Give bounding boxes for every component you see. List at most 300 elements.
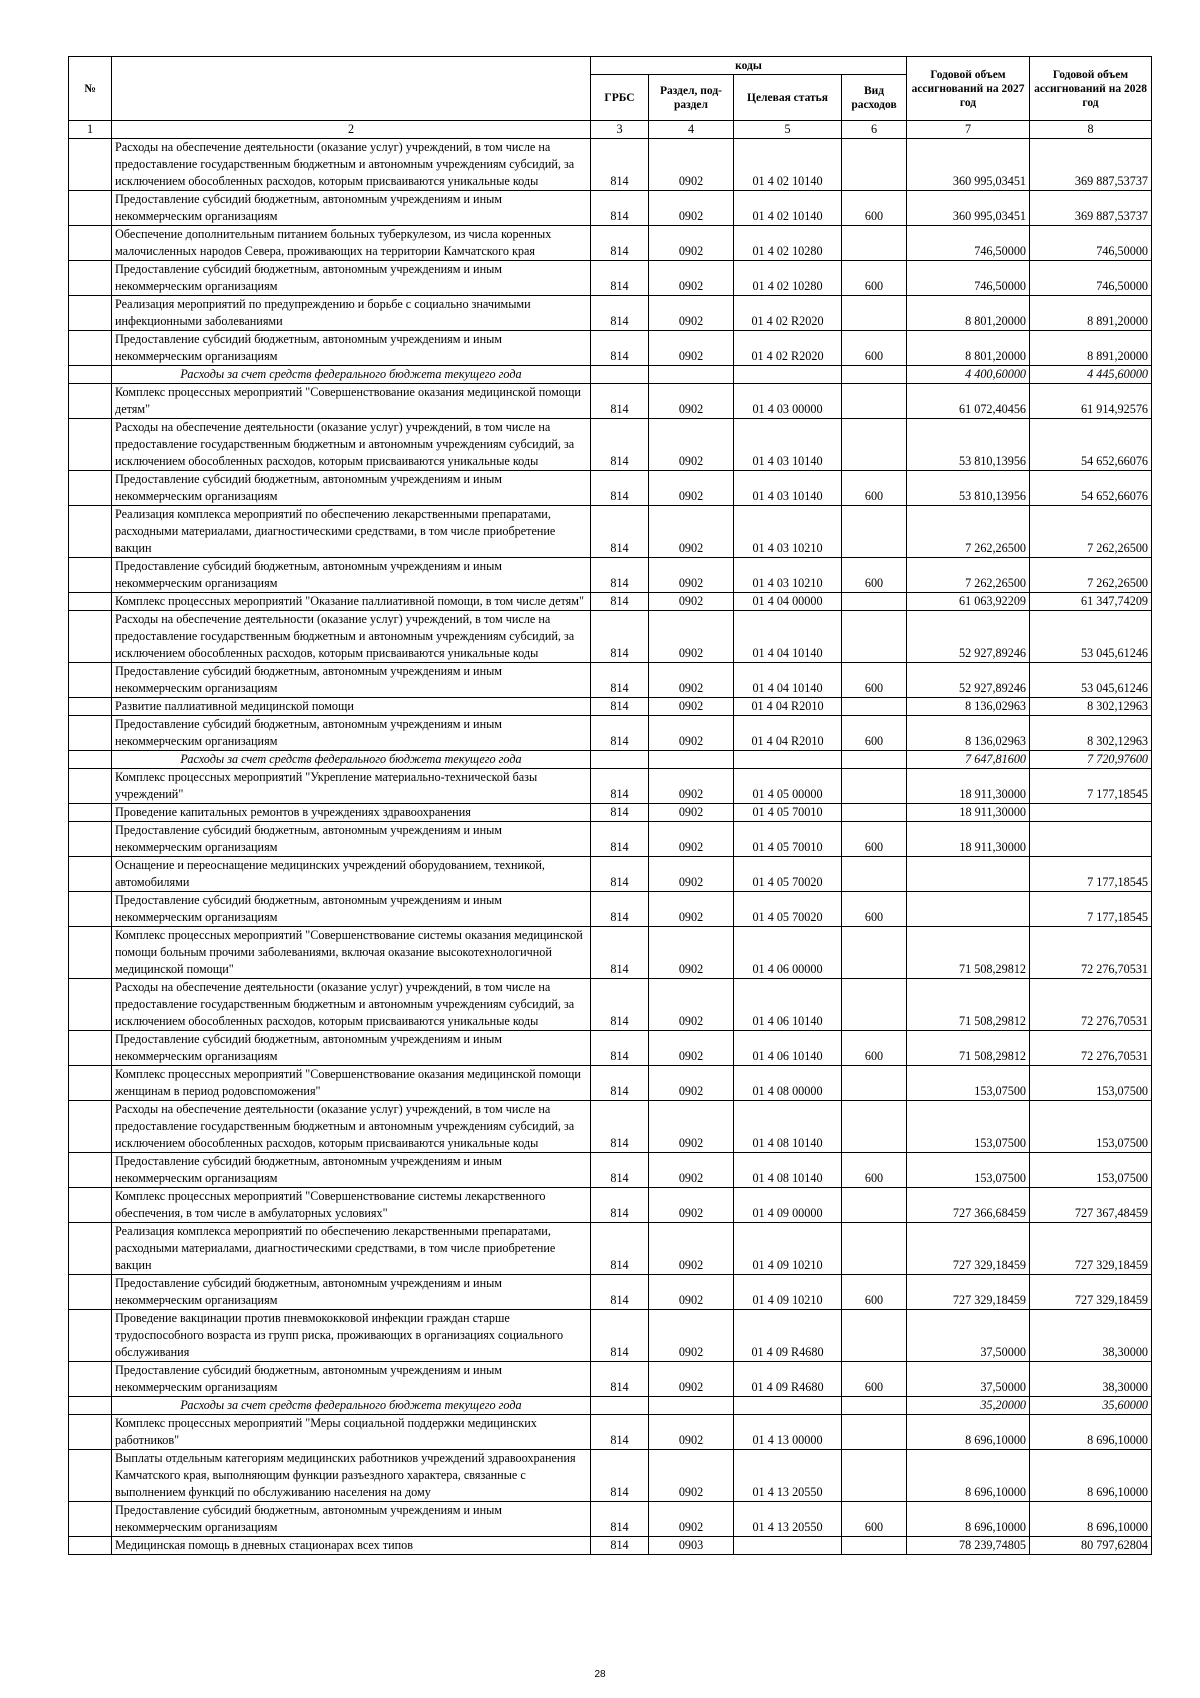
grbs-code: 814 [591, 593, 649, 611]
target-article-code: 01 4 04 R2010 [734, 716, 842, 751]
amount-2028: 35,60000 [1030, 1397, 1152, 1415]
amount-2028: 54 652,66076 [1030, 471, 1152, 506]
expense-type-code: 600 [842, 1153, 907, 1188]
razdel-code: 0902 [649, 471, 734, 506]
amount-2027 [907, 892, 1030, 927]
amount-2028: 8 696,10000 [1030, 1415, 1152, 1450]
razdel-code: 0902 [649, 384, 734, 419]
amount-2028: 72 276,70531 [1030, 927, 1152, 979]
row-number-cell [69, 471, 112, 506]
grbs-code: 814 [591, 769, 649, 804]
target-article-code: 01 4 08 00000 [734, 1066, 842, 1101]
grbs-code: 814 [591, 1223, 649, 1275]
razdel-code: 0902 [649, 191, 734, 226]
row-number-cell [69, 1502, 112, 1537]
row-number-cell [69, 1066, 112, 1101]
header-article: Целевая статья [734, 75, 842, 121]
row-number-cell [69, 663, 112, 698]
expense-name: Расходы на обеспечение деятельности (оказание услуг) учреждений, в том числе на предоставление государственным бюджетным и автономным учреждениям субсидий, за исключением обособленных расходов, которым присваиваются уникальные коды [112, 611, 591, 663]
expense-name: Расходы на обеспечение деятельности (оказание услуг) учреждений, в том числе на предоставление государственным бюджетным и автономным учреждениям субсидий, за исключением обособленных расходов, которым присваиваются уникальные коды [112, 1101, 591, 1153]
expense-name: Реализация мероприятий по предупреждению и борьбе с социально значимыми инфекционными заболеваниями [112, 296, 591, 331]
grbs-code: 814 [591, 822, 649, 857]
razdel-code [649, 1397, 734, 1415]
column-number: 7 [907, 121, 1030, 139]
expense-type-code: 600 [842, 558, 907, 593]
amount-2027: 61 063,92209 [907, 593, 1030, 611]
column-number: 1 [69, 121, 112, 139]
razdel-code: 0902 [649, 1310, 734, 1362]
expense-name: Предоставление субсидий бюджетным, автономным учреждениям и иным некоммерческим организациям [112, 191, 591, 226]
page-number: 28 [594, 1669, 606, 1680]
table-row [69, 663, 1152, 698]
razdel-code: 0902 [649, 226, 734, 261]
expense-type-code: 600 [842, 1031, 907, 1066]
amount-2027: 52 927,89246 [907, 663, 1030, 698]
grbs-code: 814 [591, 1153, 649, 1188]
expense-name: Реализация комплекса мероприятий по обеспечению лекарственными препаратами, расходными материалами, диагностическими средствами, в том числе приобретение вакцин [112, 1223, 591, 1275]
razdel-code: 0902 [649, 698, 734, 716]
table-row [69, 139, 1152, 191]
row-number-cell [69, 191, 112, 226]
target-article-code: 01 4 06 10140 [734, 1031, 842, 1066]
amount-2028: 53 045,61246 [1030, 611, 1152, 663]
header-year-2027: Годовой объем ассигнований на 2027 год [907, 57, 1030, 121]
table-row [69, 1415, 1152, 1450]
row-number-cell [69, 1031, 112, 1066]
amount-2027 [907, 857, 1030, 892]
razdel-code: 0902 [649, 979, 734, 1031]
expense-type-code [842, 857, 907, 892]
row-number-cell [69, 927, 112, 979]
expense-type-code: 600 [842, 822, 907, 857]
grbs-code: 814 [591, 1275, 649, 1310]
row-number-cell [69, 698, 112, 716]
row-number-cell [69, 384, 112, 419]
target-article-code: 01 4 05 00000 [734, 769, 842, 804]
row-number-cell [69, 226, 112, 261]
grbs-code: 814 [591, 892, 649, 927]
table-body [69, 139, 1152, 1555]
amount-2027: 360 995,03451 [907, 139, 1030, 191]
expense-name: Предоставление субсидий бюджетным, автономным учреждениям и иным некоммерческим организациям [112, 892, 591, 927]
expense-name: Расходы на обеспечение деятельности (оказание услуг) учреждений, в том числе на предоставление государственным бюджетным и автономным учреждениям субсидий, за исключением обособленных расходов, которым присваиваются уникальные коды [112, 419, 591, 471]
amount-2028: 38,30000 [1030, 1310, 1152, 1362]
expense-name: Предоставление субсидий бюджетным, автономным учреждениям и иным некоммерческим организациям [112, 261, 591, 296]
expense-name: Предоставление субсидий бюджетным, автономным учреждениям и иным некоммерческим организациям [112, 558, 591, 593]
target-article-code: 01 4 04 00000 [734, 593, 842, 611]
row-number-cell [69, 1450, 112, 1502]
expense-type-code [842, 769, 907, 804]
target-article-code: 01 4 06 10140 [734, 979, 842, 1031]
expense-name: Предоставление субсидий бюджетным, автономным учреждениям и иным некоммерческим организациям [112, 1275, 591, 1310]
amount-2027: 53 810,13956 [907, 419, 1030, 471]
table-row [69, 804, 1152, 822]
target-article-code: 01 4 09 00000 [734, 1188, 842, 1223]
grbs-code: 814 [591, 296, 649, 331]
header-name [112, 57, 591, 121]
amount-2027: 153,07500 [907, 1153, 1030, 1188]
row-number-cell [69, 1153, 112, 1188]
table-row [69, 506, 1152, 558]
table-row [69, 191, 1152, 226]
expense-name: Медицинская помощь в дневных стационарах всех типов [112, 1537, 591, 1555]
grbs-code: 814 [591, 1502, 649, 1537]
amount-2027: 18 911,30000 [907, 804, 1030, 822]
expense-type-code [842, 611, 907, 663]
table-row [69, 331, 1152, 366]
grbs-code: 814 [591, 804, 649, 822]
grbs-code: 814 [591, 558, 649, 593]
expense-name: Расходы за счет средств федерального бюджета текущего года [112, 1397, 591, 1415]
target-article-code: 01 4 03 00000 [734, 384, 842, 419]
header-year-2028: Годовой объем ассигнований на 2028 год [1030, 57, 1152, 121]
target-article-code: 01 4 08 10140 [734, 1101, 842, 1153]
expense-name: Предоставление субсидий бюджетным, автономным учреждениям и иным некоммерческим организациям [112, 663, 591, 698]
razdel-code: 0902 [649, 593, 734, 611]
table-row [69, 698, 1152, 716]
target-article-code: 01 4 02 10280 [734, 226, 842, 261]
target-article-code: 01 4 05 70010 [734, 822, 842, 857]
table-row [69, 1031, 1152, 1066]
amount-2028: 7 262,26500 [1030, 558, 1152, 593]
table-row [69, 1223, 1152, 1275]
grbs-code: 814 [591, 611, 649, 663]
razdel-code: 0902 [649, 261, 734, 296]
expense-type-code [842, 1188, 907, 1223]
expense-name: Предоставление субсидий бюджетным, автономным учреждениям и иным некоммерческим организациям [112, 822, 591, 857]
table-row [69, 611, 1152, 663]
expense-type-code [842, 593, 907, 611]
expense-type-code: 600 [842, 331, 907, 366]
expense-type-code: 600 [842, 663, 907, 698]
target-article-code: 01 4 02 10280 [734, 261, 842, 296]
amount-2028: 8 696,10000 [1030, 1502, 1152, 1537]
razdel-code: 0902 [649, 1101, 734, 1153]
amount-2028: 727 367,48459 [1030, 1188, 1152, 1223]
expense-name: Комплекс процессных мероприятий "Совершенствование системы лекарственного обеспечения, в том числе в амбулаторных условиях" [112, 1188, 591, 1223]
expense-type-code [842, 384, 907, 419]
expense-type-code: 600 [842, 1502, 907, 1537]
table-row [69, 769, 1152, 804]
amount-2027: 8 696,10000 [907, 1415, 1030, 1450]
razdel-code: 0902 [649, 419, 734, 471]
target-article-code: 01 4 08 10140 [734, 1153, 842, 1188]
expense-type-code [842, 506, 907, 558]
expense-name: Предоставление субсидий бюджетным, автономным учреждениям и иным некоммерческим организациям [112, 1031, 591, 1066]
row-number-cell [69, 611, 112, 663]
target-article-code [734, 751, 842, 769]
grbs-code: 814 [591, 226, 649, 261]
expense-type-code [842, 226, 907, 261]
grbs-code: 814 [591, 979, 649, 1031]
target-article-code [734, 366, 842, 384]
table-row [69, 471, 1152, 506]
header-number: № [69, 57, 112, 121]
grbs-code [591, 751, 649, 769]
grbs-code: 814 [591, 663, 649, 698]
expense-type-code [842, 1101, 907, 1153]
column-number: 6 [842, 121, 907, 139]
expense-type-code [842, 1537, 907, 1555]
table-row [69, 1362, 1152, 1397]
expense-name: Комплекс процессных мероприятий "Совершенствование оказания медицинской помощи женщинам в период родовспоможения" [112, 1066, 591, 1101]
row-number-cell [69, 892, 112, 927]
column-number: 4 [649, 121, 734, 139]
amount-2028: 7 262,26500 [1030, 506, 1152, 558]
table-row [69, 384, 1152, 419]
expense-name: Расходы на обеспечение деятельности (оказание услуг) учреждений, в том числе на предоставление государственным бюджетным и автономным учреждениям субсидий, за исключением обособленных расходов, которым присваиваются уникальные коды [112, 139, 591, 191]
razdel-code: 0902 [649, 892, 734, 927]
grbs-code: 814 [591, 1537, 649, 1555]
amount-2027: 8 801,20000 [907, 296, 1030, 331]
table-row [69, 296, 1152, 331]
target-article-code: 01 4 03 10140 [734, 419, 842, 471]
header-razdel: Раздел, под-раздел [649, 75, 734, 121]
amount-2027: 727 329,18459 [907, 1223, 1030, 1275]
row-number-cell [69, 419, 112, 471]
grbs-code: 814 [591, 506, 649, 558]
expense-name: Предоставление субсидий бюджетным, автономным учреждениям и иным некоммерческим организациям [112, 716, 591, 751]
amount-2028: 61 347,74209 [1030, 593, 1152, 611]
grbs-code: 814 [591, 857, 649, 892]
budget-document [68, 56, 1151, 1555]
amount-2028: 8 696,10000 [1030, 1450, 1152, 1502]
razdel-code: 0902 [649, 822, 734, 857]
amount-2028: 80 797,62804 [1030, 1537, 1152, 1555]
table-row [69, 822, 1152, 857]
razdel-code: 0902 [649, 506, 734, 558]
row-number-cell [69, 593, 112, 611]
amount-2027: 746,50000 [907, 261, 1030, 296]
grbs-code: 814 [591, 1031, 649, 1066]
expense-type-code: 600 [842, 261, 907, 296]
razdel-code: 0902 [649, 1450, 734, 1502]
expense-name: Выплаты отдельным категориям медицинских работников учреждений здравоохранения Камчатского края, выполняющим функции разъездного характера, связанные с выполнением функций по обслуживанию населения на дому [112, 1450, 591, 1502]
razdel-code: 0902 [649, 663, 734, 698]
amount-2027: 7 262,26500 [907, 506, 1030, 558]
target-article-code: 01 4 13 00000 [734, 1415, 842, 1450]
razdel-code: 0902 [649, 558, 734, 593]
target-article-code: 01 4 02 10140 [734, 191, 842, 226]
table-row [69, 927, 1152, 979]
row-number-cell [69, 979, 112, 1031]
row-number-cell [69, 1275, 112, 1310]
expense-name: Проведение капитальных ремонтов в учреждениях здравоохранения [112, 804, 591, 822]
expense-type-code [842, 419, 907, 471]
grbs-code: 814 [591, 1415, 649, 1450]
target-article-code [734, 1537, 842, 1555]
expense-name: Развитие паллиативной медицинской помощи [112, 698, 591, 716]
table-row [69, 892, 1152, 927]
grbs-code: 814 [591, 1101, 649, 1153]
row-number-cell [69, 716, 112, 751]
target-article-code: 01 4 09 10210 [734, 1223, 842, 1275]
razdel-code: 0902 [649, 139, 734, 191]
grbs-code: 814 [591, 1310, 649, 1362]
amount-2027: 8 801,20000 [907, 331, 1030, 366]
table-row [69, 1537, 1152, 1555]
federal-budget-note-row [69, 366, 1152, 384]
federal-budget-note-row [69, 751, 1152, 769]
budget-table [68, 56, 1152, 1555]
amount-2028: 61 914,92576 [1030, 384, 1152, 419]
row-number-cell [69, 296, 112, 331]
table-row [69, 226, 1152, 261]
amount-2027: 53 810,13956 [907, 471, 1030, 506]
table-row [69, 716, 1152, 751]
table-row [69, 1275, 1152, 1310]
expense-name: Реализация комплекса мероприятий по обеспечению лекарственными препаратами, расходными материалами, диагностическими средствами, в том числе приобретение вакцин [112, 506, 591, 558]
row-number-cell [69, 804, 112, 822]
amount-2027: 35,20000 [907, 1397, 1030, 1415]
grbs-code: 814 [591, 716, 649, 751]
grbs-code: 814 [591, 419, 649, 471]
amount-2028: 153,07500 [1030, 1066, 1152, 1101]
expense-type-code: 600 [842, 892, 907, 927]
amount-2027: 71 508,29812 [907, 979, 1030, 1031]
amount-2028: 153,07500 [1030, 1101, 1152, 1153]
target-article-code: 01 4 09 R4680 [734, 1362, 842, 1397]
expense-type-code [842, 1415, 907, 1450]
expense-name: Оснащение и переоснащение медицинских учреждений оборудованием, техникой, автомобилями [112, 857, 591, 892]
target-article-code: 01 4 03 10140 [734, 471, 842, 506]
expense-type-code: 600 [842, 1275, 907, 1310]
grbs-code [591, 366, 649, 384]
amount-2027: 78 239,74805 [907, 1537, 1030, 1555]
expense-name: Предоставление субсидий бюджетным, автономным учреждениям и иным некоммерческим организациям [112, 1153, 591, 1188]
razdel-code: 0902 [649, 1066, 734, 1101]
expense-name: Предоставление субсидий бюджетным, автономным учреждениям и иным некоммерческим организациям [112, 471, 591, 506]
amount-2028: 72 276,70531 [1030, 979, 1152, 1031]
target-article-code: 01 4 02 R2020 [734, 331, 842, 366]
expense-name: Комплекс процессных мероприятий "Оказание паллиативной помощи, в том числе детям" [112, 593, 591, 611]
table-row [69, 1188, 1152, 1223]
amount-2028: 727 329,18459 [1030, 1275, 1152, 1310]
target-article-code: 01 4 13 20550 [734, 1450, 842, 1502]
table-row [69, 1066, 1152, 1101]
grbs-code: 814 [591, 331, 649, 366]
expense-name: Расходы на обеспечение деятельности (оказание услуг) учреждений, в том числе на предоставление государственным бюджетным и автономным учреждениям субсидий, за исключением обособленных расходов, которым присваиваются уникальные коды [112, 979, 591, 1031]
amount-2028: 53 045,61246 [1030, 663, 1152, 698]
amount-2027: 71 508,29812 [907, 927, 1030, 979]
row-number-cell [69, 139, 112, 191]
amount-2027: 8 696,10000 [907, 1450, 1030, 1502]
razdel-code: 0902 [649, 1415, 734, 1450]
row-number-cell [69, 1537, 112, 1555]
target-article-code: 01 4 03 10210 [734, 558, 842, 593]
razdel-code: 0902 [649, 296, 734, 331]
amount-2027: 727 329,18459 [907, 1275, 1030, 1310]
razdel-code: 0902 [649, 1153, 734, 1188]
table-row [69, 857, 1152, 892]
target-article-code: 01 4 04 10140 [734, 663, 842, 698]
amount-2028: 72 276,70531 [1030, 1031, 1152, 1066]
expense-type-code [842, 979, 907, 1031]
expense-type-code [842, 804, 907, 822]
target-article-code: 01 4 05 70020 [734, 857, 842, 892]
razdel-code: 0902 [649, 1275, 734, 1310]
razdel-code: 0902 [649, 611, 734, 663]
amount-2027: 153,07500 [907, 1101, 1030, 1153]
row-number-cell [69, 1415, 112, 1450]
amount-2027: 61 072,40456 [907, 384, 1030, 419]
table-row [69, 1153, 1152, 1188]
row-number-cell [69, 1223, 112, 1275]
target-article-code: 01 4 09 R4680 [734, 1310, 842, 1362]
row-number-cell [69, 1188, 112, 1223]
razdel-code: 0902 [649, 1223, 734, 1275]
target-article-code: 01 4 04 10140 [734, 611, 842, 663]
expense-name: Предоставление субсидий бюджетным, автономным учреждениям и иным некоммерческим организациям [112, 1502, 591, 1537]
row-number-cell [69, 331, 112, 366]
row-number-cell [69, 822, 112, 857]
amount-2028 [1030, 822, 1152, 857]
amount-2027: 8 136,02963 [907, 698, 1030, 716]
amount-2027: 360 995,03451 [907, 191, 1030, 226]
target-article-code: 01 4 04 R2010 [734, 698, 842, 716]
table-row [69, 419, 1152, 471]
row-number-cell [69, 1101, 112, 1153]
razdel-code: 0902 [649, 769, 734, 804]
grbs-code: 814 [591, 139, 649, 191]
amount-2028: 4 445,60000 [1030, 366, 1152, 384]
grbs-code: 814 [591, 1188, 649, 1223]
row-number-cell [69, 769, 112, 804]
expense-type-code: 600 [842, 1362, 907, 1397]
amount-2028: 727 329,18459 [1030, 1223, 1152, 1275]
row-number-cell [69, 751, 112, 769]
amount-2028: 54 652,66076 [1030, 419, 1152, 471]
amount-2027: 4 400,60000 [907, 366, 1030, 384]
column-number: 2 [112, 121, 591, 139]
expense-type-code [842, 366, 907, 384]
grbs-code: 814 [591, 261, 649, 296]
table-row [69, 558, 1152, 593]
expense-type-code [842, 1310, 907, 1362]
table-row [69, 1450, 1152, 1502]
row-number-cell [69, 558, 112, 593]
table-row [69, 593, 1152, 611]
target-article-code: 01 4 02 R2020 [734, 296, 842, 331]
grbs-code: 814 [591, 1362, 649, 1397]
razdel-code: 0902 [649, 804, 734, 822]
amount-2028: 153,07500 [1030, 1153, 1152, 1188]
amount-2027: 52 927,89246 [907, 611, 1030, 663]
amount-2027: 746,50000 [907, 226, 1030, 261]
razdel-code: 0902 [649, 1188, 734, 1223]
row-number-cell [69, 1362, 112, 1397]
expense-type-code [842, 1223, 907, 1275]
expense-type-code: 600 [842, 716, 907, 751]
amount-2027: 18 911,30000 [907, 769, 1030, 804]
expense-name: Расходы за счет средств федерального бюджета текущего года [112, 366, 591, 384]
razdel-code: 0902 [649, 1502, 734, 1537]
grbs-code: 814 [591, 1066, 649, 1101]
table-row [69, 979, 1152, 1031]
amount-2027: 153,07500 [907, 1066, 1030, 1101]
row-number-cell [69, 261, 112, 296]
expense-type-code [842, 1397, 907, 1415]
grbs-code: 814 [591, 471, 649, 506]
expense-type-code [842, 698, 907, 716]
grbs-code: 814 [591, 191, 649, 226]
grbs-code: 814 [591, 1450, 649, 1502]
amount-2028: 369 887,53737 [1030, 191, 1152, 226]
header-vid: Вид расходов [842, 75, 907, 121]
amount-2028: 7 720,97600 [1030, 751, 1152, 769]
amount-2028: 369 887,53737 [1030, 139, 1152, 191]
target-article-code: 01 4 09 10210 [734, 1275, 842, 1310]
